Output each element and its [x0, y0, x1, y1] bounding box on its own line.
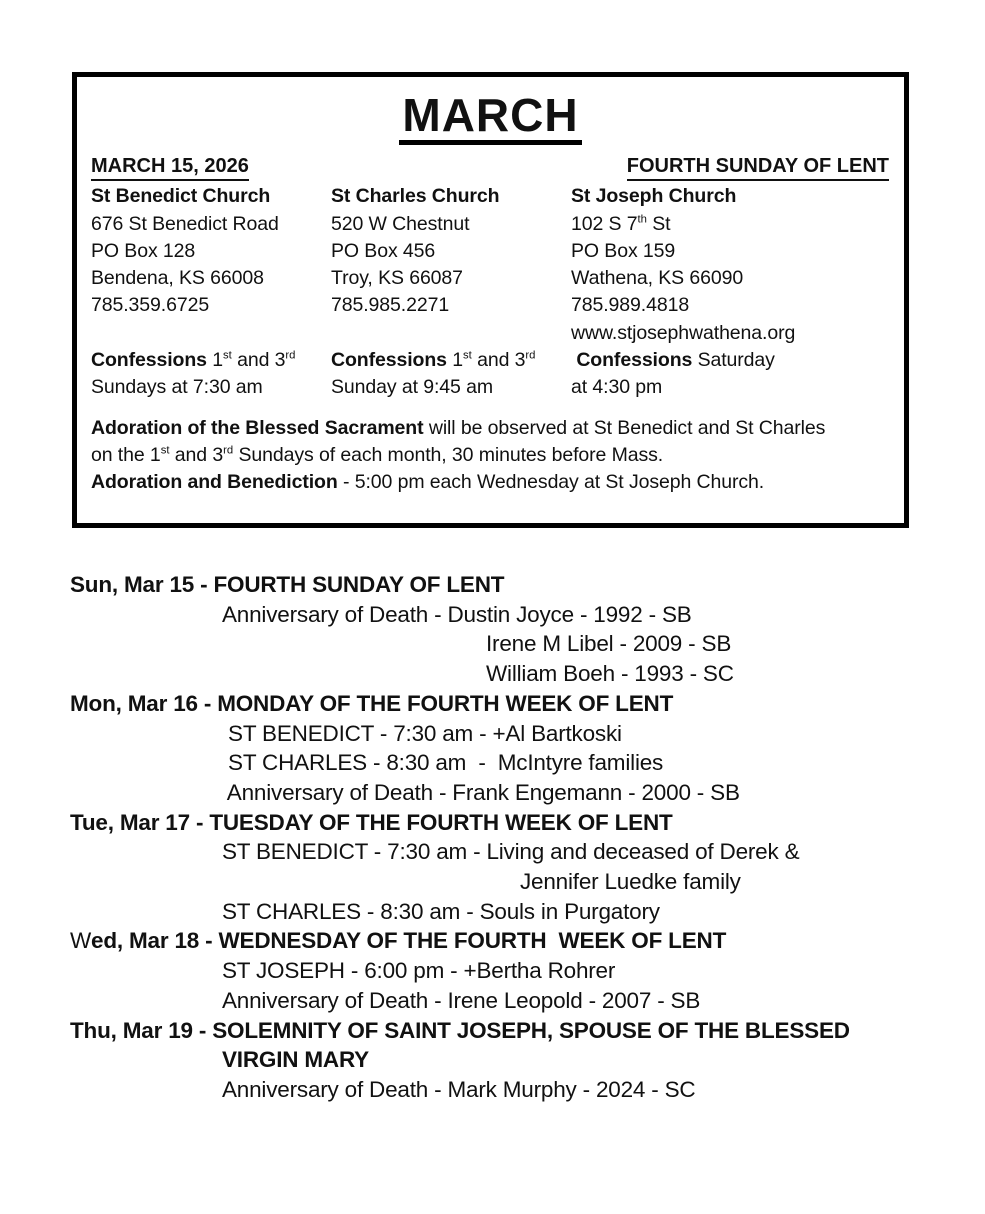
schedule-day-line: Sun, Mar 15 - FOURTH SUNDAY OF LENT — [70, 572, 505, 597]
box-header-row — [77, 154, 904, 181]
schedule-entry-line: Anniversary of Death - Dustin Joyce - 1992 - SB — [222, 601, 692, 627]
church-columns — [77, 183, 904, 401]
confessions-line: Sunday at 9:45 am — [331, 376, 493, 399]
church-info-line — [91, 320, 331, 347]
church-column — [571, 183, 904, 401]
confessions-line: Confessions 1st and 3rd — [331, 349, 536, 372]
adoration-note — [77, 415, 904, 497]
schedule-entry-line: Anniversary of Death - Irene Leopold - 2007 - SB — [222, 987, 701, 1013]
schedule-day-line: Mon, Mar 16 - MONDAY OF THE FOURTH WEEK OF LENT — [70, 690, 674, 716]
church-info-line: PO Box 456 — [331, 239, 436, 262]
church-column — [91, 183, 331, 401]
month-title: MARCH — [399, 91, 581, 145]
church-info-line: PO Box 159 — [571, 239, 676, 262]
schedule-entry-line: ST CHARLES - 8:30 am - McIntyre families — [222, 750, 664, 776]
church-info-line: 785.985.2271 — [331, 294, 450, 317]
church-name: St Charles Church — [331, 185, 500, 208]
schedule-entry-line: Anniversary of Death - Frank Engemann - 2000 - SB — [222, 779, 740, 805]
church-info-line: Bendena, KS 66008 — [91, 267, 264, 290]
info-box — [72, 72, 909, 528]
feast-heading: FOURTH SUNDAY OF LENT — [627, 154, 889, 181]
church-column — [331, 183, 571, 401]
church-info-line: 676 St Benedict Road — [91, 212, 279, 235]
church-info-line — [331, 320, 571, 347]
confessions-line: Sundays at 7:30 am — [91, 376, 263, 399]
schedule-entry-line: ST JOSEPH - 6:00 pm - +Bertha Rohrer — [222, 958, 616, 984]
schedule-day-line: Tue, Mar 17 - TUESDAY OF THE FOURTH WEEK OF LENT — [70, 809, 673, 835]
confessions-line: Confessions 1st and 3rd — [91, 349, 296, 372]
church-info-line: www.stjosephwathena.org — [571, 321, 796, 344]
church-info-line: 102 S 7th St — [571, 212, 671, 235]
church-info-line: 520 W Chestnut — [331, 212, 470, 235]
schedule-entry-line: William Boeh - 1993 - SC — [486, 661, 734, 687]
month-title-row — [77, 91, 904, 145]
schedule-day-line: Wed, Mar 18 - WEDNESDAY OF THE FOURTH WEEK OF LENT — [70, 928, 727, 954]
schedule-entry-line: ST CHARLES - 8:30 am - Souls in Purgatory — [222, 898, 660, 924]
adoration-line: on the 1st and 3rd Sundays of each month, 30 minutes before Mass. — [91, 443, 664, 466]
schedule-entry-line: Irene M Libel - 2009 - SB — [486, 631, 732, 657]
adoration-line: Adoration and Benediction - 5:00 pm each Wednesday at St Joseph Church. — [91, 471, 765, 494]
schedule-entry-line: Anniversary of Death - Mark Murphy - 2024 - SC — [222, 1076, 696, 1102]
confessions-line: Confessions Saturday — [576, 349, 775, 372]
schedule-entry-line: ST BENEDICT - 7:30 am - +Al Bartkoski — [222, 720, 622, 746]
adoration-line: Adoration of the Blessed Sacrament will be observed at St Benedict and St Charles — [91, 416, 826, 439]
schedule-day-line: Thu, Mar 19 - SOLEMNITY OF SAINT JOSEPH, SPOUSE OF THE BLESSED — [70, 1017, 850, 1043]
church-info-line: 785.989.4818 — [571, 294, 690, 317]
schedule-entry-line: Jennifer Luedke family — [520, 869, 741, 895]
schedule-entry-line: VIRGIN MARY — [222, 1047, 369, 1073]
church-name: St Joseph Church — [571, 185, 737, 208]
church-info-line: Wathena, KS 66090 — [571, 267, 744, 290]
schedule-entry-line: ST BENEDICT - 7:30 am - Living and deceased of Derek & — [222, 839, 800, 865]
church-info-line: 785.359.6725 — [91, 294, 210, 317]
confessions-line: at 4:30 pm — [571, 376, 663, 399]
schedule — [70, 570, 850, 1105]
church-info-line: PO Box 128 — [91, 239, 196, 262]
church-info-line: Troy, KS 66087 — [331, 267, 463, 290]
date-heading: MARCH 15, 2026 — [91, 154, 249, 181]
church-name: St Benedict Church — [91, 185, 271, 208]
